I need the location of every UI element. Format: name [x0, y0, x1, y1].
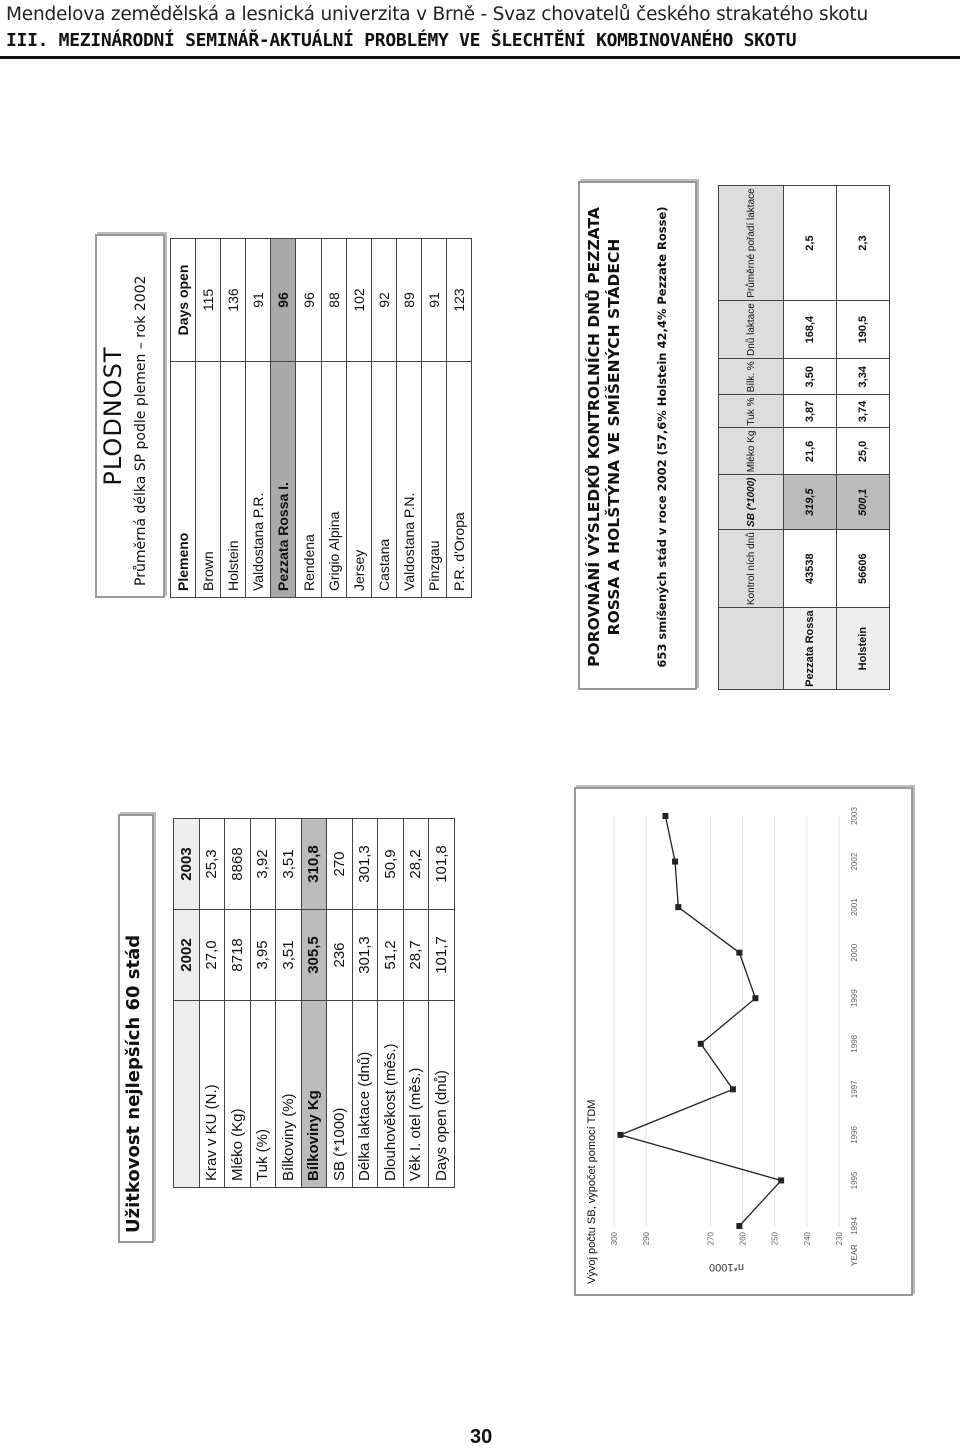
- table-row: [352, 819, 378, 1188]
- header-cell: Průměrné pořadí laktace: [719, 186, 784, 301]
- breed-cell: Valdostana P.N.: [396, 362, 421, 598]
- table-row-highlighted: [301, 819, 327, 1188]
- data-point: [617, 1132, 623, 1138]
- y-tick-label: 260: [738, 1232, 748, 1246]
- value-cell: 2,3: [837, 186, 890, 301]
- row-label: Holstein: [837, 608, 890, 690]
- row-label: Dlouhověkost (měs.): [378, 1001, 404, 1188]
- value-cell: 123: [447, 239, 472, 362]
- value-cell: 28,7: [403, 910, 429, 1001]
- data-point: [730, 1086, 736, 1092]
- breed-cell: Castana: [371, 362, 396, 598]
- table-row: [421, 239, 446, 598]
- row-label: Bílkoviny Kg: [301, 1001, 327, 1188]
- col-days-open-header: Days open: [171, 239, 196, 362]
- row-label: Days open (dnů): [429, 1001, 455, 1188]
- data-point: [752, 995, 758, 1001]
- value-cell: 96: [271, 239, 296, 362]
- value-cell: 27,0: [199, 910, 225, 1001]
- y-tick-label: 300: [610, 1232, 619, 1246]
- x-tick-label: 1998: [850, 1034, 859, 1053]
- y-tick-label: 240: [802, 1232, 812, 1246]
- table-row-highlighted: [271, 239, 296, 598]
- table-row: [837, 186, 890, 690]
- header-cell: Bílk. %: [719, 359, 784, 395]
- value-cell: 101,8: [429, 819, 455, 910]
- value-cell: 89: [396, 239, 421, 362]
- row-label: Krav v KU (N.): [199, 1001, 225, 1188]
- sb-chart-panel: [574, 791, 909, 1296]
- value-cell: 43538: [784, 530, 837, 608]
- porovnani-subtitle: 653 smíšených stád v roce 2002 (57,6% Holstein 42,4% Pezzate Rosse): [655, 206, 669, 668]
- value-cell: 102: [346, 239, 371, 362]
- uzitkovost-title-box: [118, 814, 154, 1243]
- table-row: [196, 239, 221, 598]
- table-row: [296, 239, 321, 598]
- porovnani-panel: [578, 180, 908, 690]
- value-cell: 8868: [225, 819, 251, 910]
- plodnost-table: [170, 238, 472, 598]
- value-cell: 3,51: [276, 910, 302, 1001]
- x-tick-label: 2002: [850, 852, 859, 871]
- table-row: [221, 239, 246, 598]
- table-row: [396, 239, 421, 598]
- header-cell: Tuk %: [719, 395, 784, 428]
- table-row: [346, 239, 371, 598]
- x-tick-label: 1999: [850, 989, 859, 1008]
- header-cell-empty: [719, 608, 784, 690]
- porovnani-title: POROVNÁNÍ VÝSLEDKŮ KONTROLNÍCH DNŮ PEZZATA ROSSA A HOLŠTÝNA VE SMÍŠENÝCH STÁDECH: [585, 207, 623, 667]
- table-row: [246, 239, 271, 598]
- porovnani-table: [718, 185, 890, 690]
- table-header-row: [171, 239, 196, 598]
- data-point: [672, 859, 678, 865]
- table-row: [225, 819, 251, 1188]
- table-row: [276, 819, 302, 1188]
- breed-cell: Grigio Alpina: [321, 362, 346, 598]
- value-cell: 28,2: [403, 819, 429, 910]
- row-label: Věk I. otel (měs.): [403, 1001, 429, 1188]
- row-label: Tuk (%): [250, 1001, 276, 1188]
- value-cell: 91: [246, 239, 271, 362]
- data-point: [698, 1041, 704, 1047]
- value-cell: 310,8: [301, 819, 327, 910]
- breed-cell: Pezzata Rossa I.: [271, 362, 296, 598]
- year-header: 2002: [174, 910, 200, 1001]
- x-tick-label: 1996: [850, 1125, 859, 1144]
- data-point: [736, 1223, 742, 1229]
- value-cell: 301,3: [352, 910, 378, 1001]
- value-cell: 91: [421, 239, 446, 362]
- x-axis-label: YEAR: [850, 1244, 859, 1266]
- value-cell: 21,6: [784, 428, 837, 475]
- col-breed-header: Plemeno: [171, 362, 196, 598]
- y-tick-label: 270: [706, 1232, 716, 1246]
- value-cell: 88: [321, 239, 346, 362]
- uzitkovost-title: Užitkovost nejlepších 60 stád: [123, 934, 144, 1233]
- plodnost-subtitle: Průměrná délka SP podle plemen – rok 2002: [133, 275, 149, 586]
- series-line: [620, 816, 781, 1226]
- header-cell-empty: [174, 1001, 200, 1188]
- plodnost-title: PLODNOST: [99, 346, 127, 486]
- table-row: [250, 819, 276, 1188]
- data-point: [778, 1177, 784, 1183]
- data-point: [736, 950, 742, 956]
- value-cell: 51,2: [378, 910, 404, 1001]
- plodnost-title-box: [95, 234, 165, 598]
- x-tick-label: 2003: [850, 807, 859, 825]
- value-cell: 270: [327, 819, 353, 910]
- header-seminar: III. MEZINÁRODNÍ SEMINÁŘ-AKTUÁLNÍ PROBLÉMY VE ŠLECHTĚNÍ KOMBINOVANÉHO SKOTU: [6, 30, 797, 51]
- chart-svg: [574, 791, 909, 1296]
- x-tick-label: 1997: [850, 1080, 859, 1099]
- value-cell: 3,50: [784, 359, 837, 395]
- value-cell: 3,95: [250, 910, 276, 1001]
- value-cell: 101,7: [429, 910, 455, 1001]
- value-cell: 8718: [225, 910, 251, 1001]
- value-cell: 190,5: [837, 301, 890, 359]
- breed-cell: Brown: [196, 362, 221, 598]
- data-point: [675, 904, 681, 910]
- x-tick-label: 2001: [850, 898, 859, 917]
- value-cell: 500,1: [837, 475, 890, 530]
- year-header: 2003: [174, 819, 200, 910]
- header-institution: Mendelova zemědělská a lesnická univerzita v Brně - Svaz chovatelů českého strakatého skotu: [6, 4, 868, 25]
- y-tick-label: 290: [642, 1232, 652, 1246]
- table-row: [429, 819, 455, 1188]
- breed-cell: P.R. d'Oropa: [447, 362, 472, 598]
- breed-cell: Jersey: [346, 362, 371, 598]
- header-cell: SB (*1000): [719, 475, 784, 530]
- breed-cell: Valdostana P.R.: [246, 362, 271, 598]
- value-cell: 236: [327, 910, 353, 1001]
- value-cell: 2,5: [784, 186, 837, 301]
- table-row: [321, 239, 346, 598]
- value-cell: 96: [296, 239, 321, 362]
- page-number: 30: [470, 1426, 493, 1448]
- header-cell: Mléko Kg: [719, 428, 784, 475]
- value-cell: 25,3: [199, 819, 225, 910]
- x-tick-label: 1995: [850, 1171, 859, 1190]
- uzitkovost-panel: [118, 818, 458, 1243]
- value-cell: 50,9: [378, 819, 404, 910]
- row-label: Pezzata Rossa: [784, 608, 837, 690]
- value-cell: 3,34: [837, 359, 890, 395]
- value-cell: 305,5: [301, 910, 327, 1001]
- table-header-row: [174, 819, 200, 1188]
- value-cell: 92: [371, 239, 396, 362]
- value-cell: 3,87: [784, 395, 837, 428]
- value-cell: 301,3: [352, 819, 378, 910]
- value-cell: 56606: [837, 530, 890, 608]
- y-tick-label: 230: [835, 1232, 844, 1246]
- x-tick-label: 2000: [850, 943, 859, 962]
- table-header-row: [719, 186, 784, 690]
- plodnost-panel: [95, 238, 480, 598]
- y-axis-label: n*1000: [709, 1261, 744, 1273]
- header-cell: Dnů laktace: [719, 301, 784, 359]
- value-cell: 168,4: [784, 301, 837, 359]
- x-tick-label: 1994: [850, 1217, 859, 1235]
- table-row: [327, 819, 353, 1188]
- header-rule: [0, 56, 960, 59]
- breed-cell: Holstein: [221, 362, 246, 598]
- table-row: [403, 819, 429, 1188]
- row-label: Délka laktace (dnů): [352, 1001, 378, 1188]
- porovnani-title-box: [578, 181, 697, 690]
- y-tick-label: 250: [770, 1232, 780, 1246]
- value-cell: 136: [221, 239, 246, 362]
- table-row: [371, 239, 396, 598]
- chart-title: Vývoj počtu SB, výpočet pomocí TDM: [586, 1099, 598, 1284]
- row-label: Mléko (Kg): [225, 1001, 251, 1188]
- header-cell: Kontrol ních dnů: [719, 530, 784, 608]
- row-label: SB (*1000): [327, 1001, 353, 1188]
- table-row: [378, 819, 404, 1188]
- uzitkovost-table: [173, 818, 455, 1188]
- value-cell: 319,5: [784, 475, 837, 530]
- table-row: [447, 239, 472, 598]
- value-cell: 3,92: [250, 819, 276, 910]
- value-cell: 115: [196, 239, 221, 362]
- data-point: [662, 813, 668, 819]
- value-cell: 3,74: [837, 395, 890, 428]
- table-row: [784, 186, 837, 690]
- breed-cell: Rendena: [296, 362, 321, 598]
- value-cell: 3,51: [276, 819, 302, 910]
- value-cell: 25,0: [837, 428, 890, 475]
- breed-cell: Pinzgau: [421, 362, 446, 598]
- table-row: [199, 819, 225, 1188]
- row-label: Bílkoviny (%): [276, 1001, 302, 1188]
